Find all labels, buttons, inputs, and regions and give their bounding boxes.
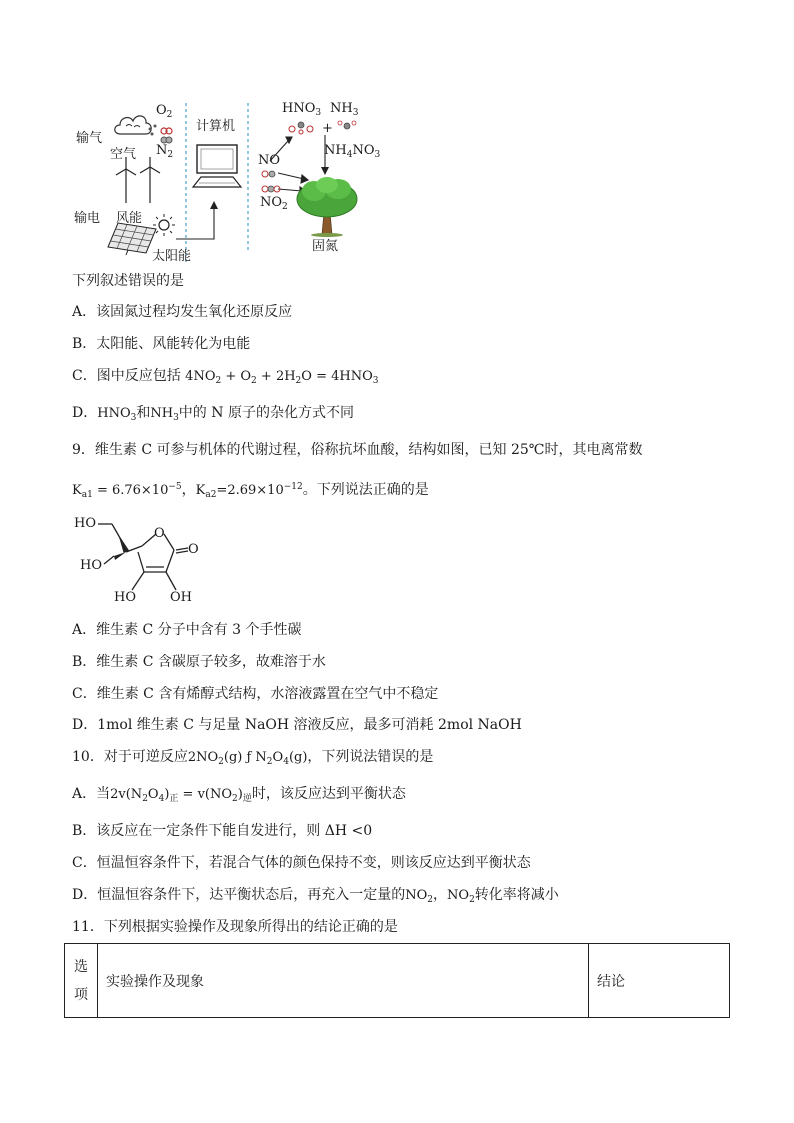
q10-option-d: D．恒温恒容条件下，达平衡状态后，再充入一定量的$NO_2$，$NO_2$转化率将减小 [72, 887, 559, 905]
label-gudan: 固氮 [312, 239, 339, 254]
q10-option-b: B．该反应在一定条件下能自发进行，则 ΔH <0 [72, 823, 373, 839]
q8-c-equation: $4NO_2 + O_2 + 2H_2O = 4HNO_3$ [185, 369, 379, 386]
col-xuanxiang: 选 项 [65, 944, 98, 1018]
label-hno3: $HNO_3$ [282, 101, 322, 118]
q10-option-c: C．恒温恒容条件下，若混合气体的颜色保持不变，则该反应达到平衡状态 [72, 855, 531, 871]
label-no: NO [258, 153, 281, 168]
tree-icon [294, 173, 360, 237]
label-n2: $N_2$ [156, 143, 174, 160]
struct-ho-left: HO [80, 558, 102, 573]
q9-option-c: C．维生素 C 含有烯醇式结构，水溶液露置在空气中不稳定 [72, 686, 439, 702]
q8-option-d: D．$HNO_3$和$NH_3$中的 N 原子的杂化方式不同 [72, 405, 354, 423]
q8-option-c: C．图中反应包括 $4NO_2 + O_2 + 2H_2O = 4HNO_3$ [72, 368, 379, 386]
q8-option-b: B．太阳能、风能转化为电能 [72, 336, 251, 352]
label-fengneng: 风能 [116, 211, 143, 226]
vitamin-c-structure [70, 512, 210, 612]
nh3-molecule-icon [336, 119, 358, 133]
q9-option-a: A．维生素 C 分子中含有 3 个手性碳 [72, 622, 302, 638]
struct-oh-bottom: OH [170, 590, 192, 605]
experiment-table [64, 943, 730, 1018]
sun-icon [152, 213, 176, 237]
label-shudian: 输电 [74, 211, 101, 226]
dashed-divider [246, 103, 250, 253]
no2-molecule-icon [260, 183, 282, 195]
table-header-row [65, 944, 730, 1018]
label-no2: $NO_2$ [260, 195, 288, 212]
label-jisuanji: 计算机 [196, 119, 236, 134]
q10-equation: $2NO_2(g)$ ƒ $N_2O_4(g)$ [187, 750, 308, 767]
no-molecule-icon [260, 169, 278, 179]
q8-option-a: A．该固氮过程均发生氧化还原反应 [72, 304, 293, 320]
label-taiyangneng: 太阳能 [152, 249, 192, 264]
q10-option-a: A．当$2v(N_2O_4)_正 = v(NO_2)_逆$时，该反应达到平衡状态 [72, 786, 406, 804]
struct-ho-bottom: HO [114, 590, 136, 605]
q8-stem: 下列叙述错误的是 [72, 273, 184, 289]
nitrogen-fixation-figure [70, 95, 390, 267]
label-nh4no3: $NH_4NO_3$ [324, 143, 381, 160]
q11-stem: 11．下列根据实验操作及现象所得出的结论正确的是 [72, 919, 398, 935]
label-shuqi: 输气 [76, 131, 103, 146]
q9-stem: 9．维生素 C 可参与机体的代谢过程，俗称抗坏血酸，结构如图，已知 25℃时，其电离常数 [72, 442, 643, 458]
col-conclusion: 结论 [589, 944, 730, 1018]
q9-constants: $K_{a1} = 6.76\times 10^{-5}$，$K_{a2}=2.69\times 10^{-12}$。下列说法正确的是 [72, 482, 429, 500]
label-plus: + [322, 121, 333, 136]
label-o2: $O_2$ [156, 103, 173, 120]
struct-o-ring: O [154, 526, 165, 541]
q10-stem: 10．对于可逆反应$2NO_2(g)$ ƒ $N_2O_4(g)$，下列说法错误的是 [72, 749, 434, 767]
energy-flow-arrow [174, 201, 220, 243]
label-kongqi: 空气 [110, 147, 137, 162]
computer-icon [191, 143, 243, 189]
struct-o-carbonyl: O [188, 542, 199, 557]
wind-turbine-icon [110, 157, 166, 203]
q9-option-d: D．1mol 维生素 C 与足量 NaOH 溶液反应，最多可消耗 2mol NaOH [72, 717, 522, 733]
solar-panel-icon [106, 221, 158, 255]
struct-ho-top: HO [74, 516, 96, 531]
label-nh3: $NH_3$ [330, 101, 359, 118]
q9-option-b: B．维生素 C 含碳原子较多，故难溶于水 [72, 654, 326, 670]
col-experiment: 实验操作及现象 [98, 944, 589, 1018]
